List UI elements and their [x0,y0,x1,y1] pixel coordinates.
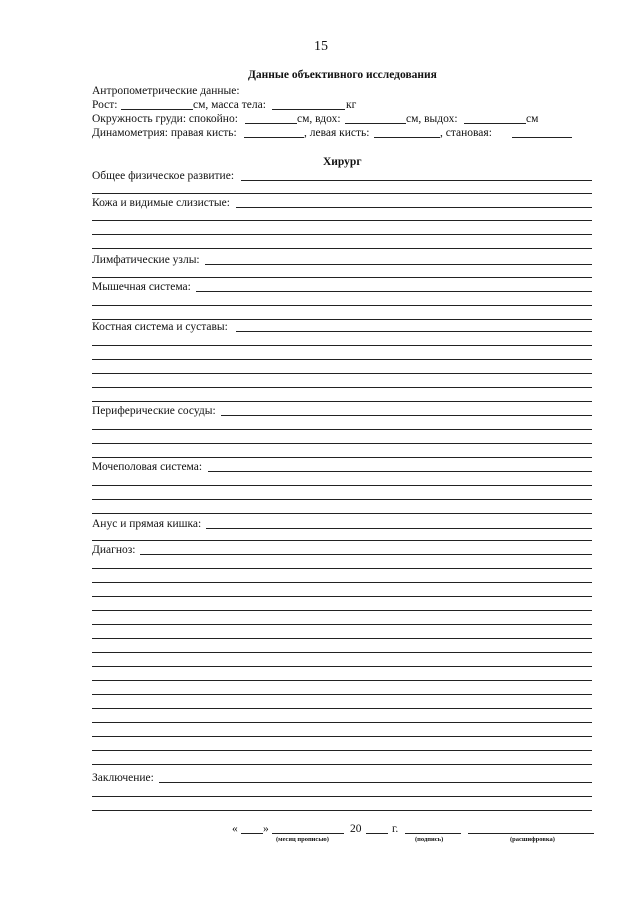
year-suffix: г. [392,823,399,835]
left-hand-label: , левая кисть: [304,127,370,139]
skin-field[interactable] [236,207,592,208]
conclusion-line[interactable] [92,810,592,811]
diagnosis-line[interactable] [92,568,592,569]
cm-label: см [526,113,539,125]
general-development-field[interactable] [241,180,592,181]
kg-label: кг [346,99,357,111]
cm-weight-label: см, масса тела: [193,99,266,111]
skin-label: Кожа и видимые слизистые: [92,197,230,209]
month-caption: (месяц прописью) [276,836,329,843]
peripheral-vessels-field[interactable] [221,415,592,416]
year-field[interactable] [366,833,388,834]
conclusion-label: Заключение: [92,772,154,784]
section-title: Данные объективного исследования [248,69,437,81]
skin-line[interactable] [92,220,592,221]
diagnosis-line[interactable] [92,750,592,751]
anus-rectum-field[interactable] [206,528,592,529]
muscular-label: Мышечная система: [92,281,191,293]
lymph-nodes-field[interactable] [205,264,592,265]
bones-joints-line[interactable] [92,387,592,388]
diagnosis-line[interactable] [92,638,592,639]
diagnosis-line[interactable] [92,722,592,723]
bones-joints-field[interactable] [236,331,592,332]
diagnosis-line[interactable] [92,582,592,583]
peripheral-vessels-line[interactable] [92,457,592,458]
diagnosis-line[interactable] [92,708,592,709]
stanovaya-field[interactable] [512,137,572,138]
diagnosis-line[interactable] [92,680,592,681]
month-field[interactable] [272,833,344,834]
signature-field[interactable] [405,833,461,834]
chest-rest-field[interactable] [245,123,297,124]
height-field[interactable] [121,109,193,110]
dynamometry-label: Динамометрия: правая кисть: [92,127,237,139]
cm-inhale-label: см, вдох: [297,113,341,125]
urogenital-field[interactable] [208,471,592,472]
bones-joints-line[interactable] [92,345,592,346]
sign-caption: (подпись) [415,836,444,843]
bones-joints-line[interactable] [92,359,592,360]
date-quote-close: » [263,823,269,835]
diagnosis-line[interactable] [92,652,592,653]
signature-decode-field[interactable] [468,833,594,834]
muscular-line[interactable] [92,305,592,306]
peripheral-vessels-label: Периферические сосуды: [92,405,216,417]
urogenital-line[interactable] [92,513,592,514]
lymph-nodes-line[interactable] [92,277,592,278]
conclusion-line[interactable] [92,796,592,797]
urogenital-label: Мочеполовая система: [92,461,203,473]
bones-joints-line[interactable] [92,373,592,374]
cm-exhale-label: см, выдох: [406,113,458,125]
weight-field[interactable] [272,109,345,110]
height-label: Рост: [92,99,118,111]
diagnosis-line[interactable] [92,764,592,765]
anthropometry-heading: Антропометрические данные: [92,85,240,97]
muscular-field[interactable] [196,291,592,292]
anus-rectum-line[interactable] [92,540,592,541]
decode-caption: (расшифровка) [510,836,555,843]
urogenital-line[interactable] [92,499,592,500]
lymph-nodes-label: Лимфатические узлы: [92,254,200,266]
muscular-line[interactable] [92,319,592,320]
day-field[interactable] [241,833,263,834]
diagnosis-line[interactable] [92,694,592,695]
general-development-label: Общее физическое развитие: [92,170,235,182]
bones-joints-line[interactable] [92,401,592,402]
diagnosis-line[interactable] [92,666,592,667]
skin-line[interactable] [92,234,592,235]
urogenital-line[interactable] [92,485,592,486]
date-quote-open: « [232,823,238,835]
general-development-line[interactable] [92,193,592,194]
stanovaya-label: , становая: [440,127,492,139]
diagnosis-line[interactable] [92,736,592,737]
peripheral-vessels-line[interactable] [92,429,592,430]
bones-joints-label: Костная система и суставы: [92,321,228,333]
diagnosis-field[interactable] [140,554,592,555]
year-prefix: 20 [350,823,362,835]
diagnosis-line[interactable] [92,596,592,597]
diagnosis-line[interactable] [92,610,592,611]
right-hand-field[interactable] [244,137,304,138]
chest-label: Окружность груди: спокойно: [92,113,238,125]
skin-line[interactable] [92,248,592,249]
peripheral-vessels-line[interactable] [92,443,592,444]
specialist-title: Хирург [323,156,362,168]
page-number: 15 [314,39,328,54]
left-hand-field[interactable] [374,137,440,138]
diagnosis-line[interactable] [92,624,592,625]
anus-rectum-label: Анус и прямая кишка: [92,518,202,530]
chest-inhale-field[interactable] [345,123,406,124]
diagnosis-label: Диагноз: [92,544,136,556]
conclusion-field[interactable] [159,782,592,783]
chest-exhale-field[interactable] [464,123,526,124]
